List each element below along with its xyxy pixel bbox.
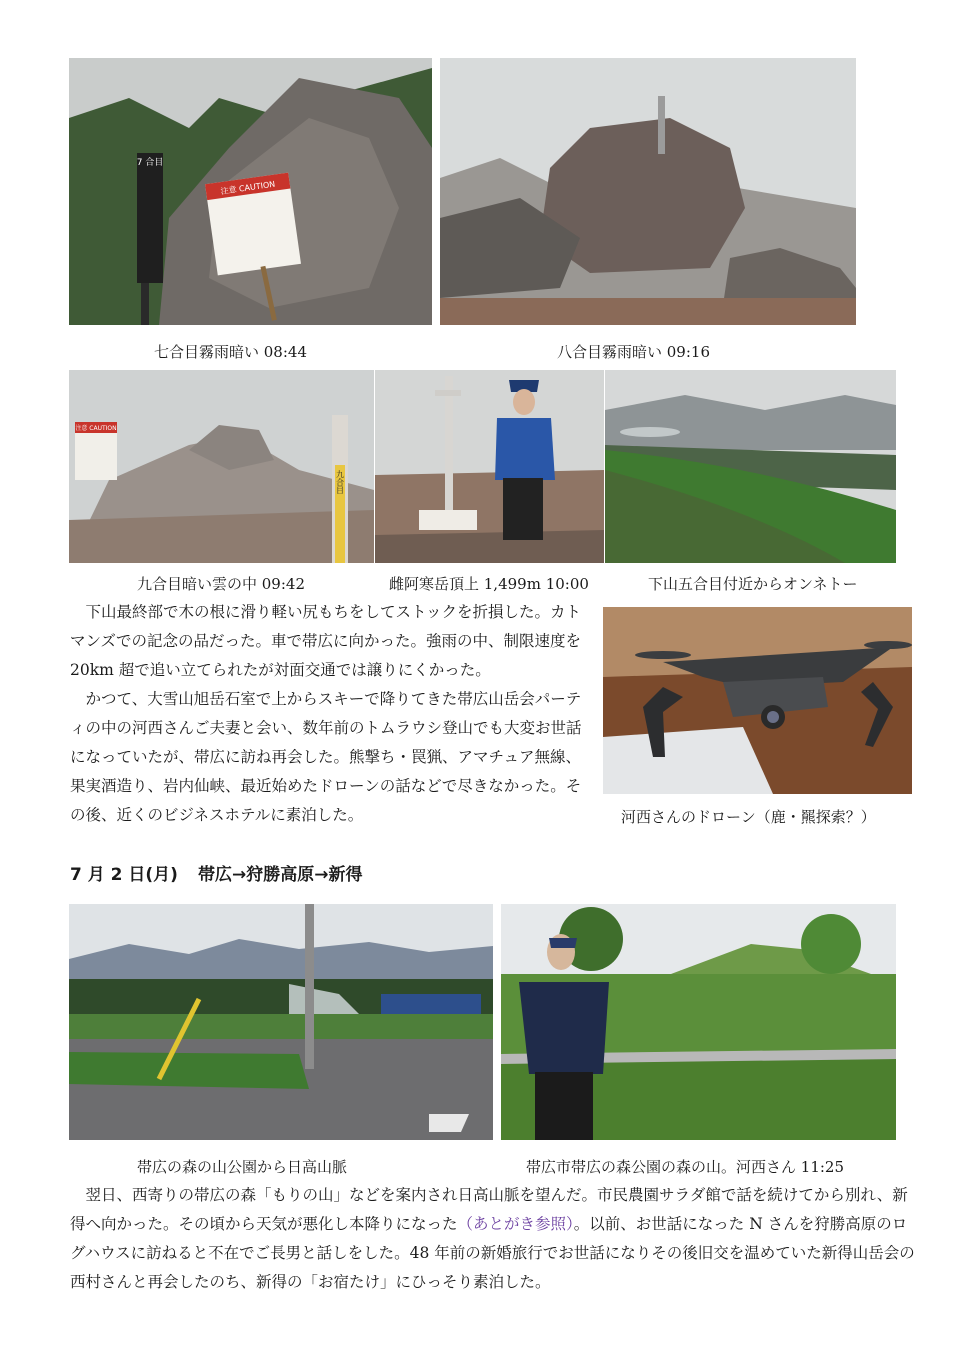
next-day-text-2: 。以前、お世話になった N さんを狩勝高原のログハウスに訪ねると不在でご長男と話しをした。48 年前の新婚旅行でお世話になりその後旧交を温めていた新得山岳会の西村さんと再会したのち、新得の「お宿たけ」にひっそり素泊した。 [70, 1215, 915, 1291]
forest-park-photo [501, 904, 896, 1140]
section-heading [70, 862, 362, 888]
section-route: 帯広→狩勝高原→新得 [197, 865, 363, 885]
summit-photo [375, 370, 604, 563]
section-date: 7 月 2 日(月) [70, 865, 178, 885]
seventh-station-photo [69, 58, 432, 325]
reunion-paragraph: かつて、大雪山旭岳石室で上からスキーで降りてきた帯広山岳会パーティの中の河西さんご夫妻と会い、数年前のトムラウシ登山でも大変お世話になっていたが、帯広に訪ね再会した。熊撃ち・罠猟、アマチュア無線、果実酒造り、岩内仙峡、最近始めたドローンの話などで尽きなかった。その後、近くのビジネスホテルに素泊した。 [70, 690, 582, 824]
ninth-station-caption: 九合目暗い雲の中 09:42 [137, 575, 305, 593]
eighth-station-photo [440, 58, 856, 325]
onneto-view-photo [605, 370, 896, 563]
drone-photo [603, 607, 912, 794]
descent-paragraph: 下山最終部で木の根に滑り軽い尻もちをしてストックを折損した。カトマンズでの記念の品だった。車で帯広に向かった。強雨の中、制限速度を 20km 超で追い立てられたが対面交通では譲りにくかった。 [70, 603, 582, 679]
hidaka-range-caption: 帯広の森の山公園から日高山脈 [137, 1158, 348, 1176]
eighth-station-caption: 八合目霧雨暗い 09:16 [557, 343, 710, 361]
ninth-caution-text: 注意 CAUTION [75, 425, 117, 432]
drone-caption: 河西さんのドローン（鹿・羆探索？） [621, 808, 876, 826]
onneto-view-caption: 下山五合目付近からオンネトー [648, 575, 858, 593]
caution-sign-text: 注意 CAUTION [220, 179, 276, 197]
seventh-station-caption: 七合目霧雨暗い 08:44 [154, 343, 307, 361]
next-day-text-1: 翌日、西寄りの帯広の森「もりの山」などを案内され日高山脈を望んだ。市民農園サラダ館で話を続けてから別れ、新得へ向かった。その頃から天気が悪化し本降りになった [70, 1186, 908, 1233]
hidaka-range-photo [69, 904, 493, 1140]
ninth-post-text: 九合目 [335, 470, 345, 494]
summit-caption: 雌阿寒岳頂上 1,499m 10:00 [389, 575, 589, 593]
ninth-station-photo [69, 370, 374, 563]
forest-park-caption: 帯広市帯広の森公園の森の山。河西さん 11:25 [526, 1158, 844, 1176]
afterword-reference: （あとがき参照） [457, 1215, 574, 1233]
station-sign-text: 7 合目 [136, 158, 164, 168]
next-day-paragraph [70, 1181, 916, 1297]
